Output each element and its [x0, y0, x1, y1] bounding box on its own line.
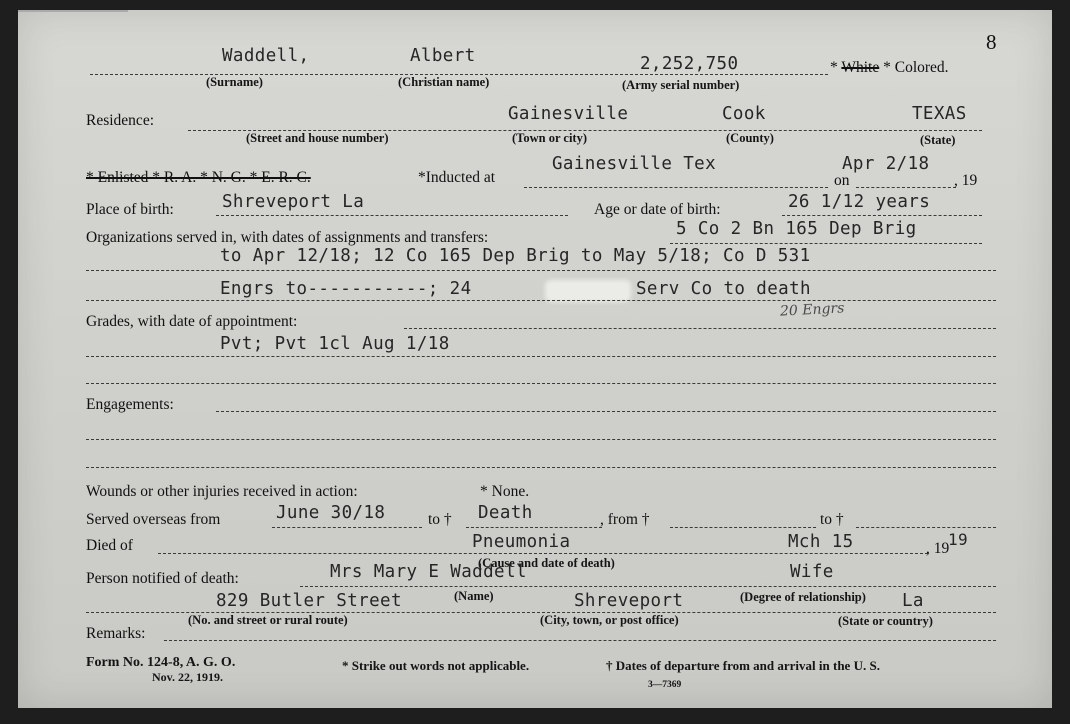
notified-rule — [300, 586, 996, 587]
race-white-struck: White — [841, 59, 880, 76]
grades-rule-1 — [404, 328, 996, 329]
engagements-rule-1 — [216, 411, 996, 412]
surname-value: Waddell, — [222, 46, 310, 66]
serial-number-value: 2,252,750 — [640, 54, 739, 74]
christian-name-caption: (Christian name) — [398, 75, 490, 89]
remarks-rule — [164, 640, 996, 641]
form-date: Nov. 22, 1919. — [152, 670, 224, 684]
death-year-prefix: , 19 — [926, 540, 950, 557]
overseas-from-date: June 30/18 — [276, 503, 386, 523]
notified-street: 829 Butler Street — [216, 591, 402, 611]
induction-date-rule — [856, 187, 956, 188]
notified-state: La — [902, 591, 924, 611]
birthplace-rule — [216, 215, 568, 216]
organizations-line-3a: Engrs to-----------; 24 — [220, 279, 472, 299]
overseas-from2-rule — [670, 527, 816, 528]
notified-name-caption: (Name) — [454, 589, 494, 603]
organizations-line-1: 5 Co 2 Bn 165 Dep Brig — [676, 219, 917, 239]
age-label: Age or date of birth: — [594, 201, 721, 218]
residence-town-caption: (Town or city) — [512, 131, 587, 145]
engagements-rule-3 — [86, 467, 996, 468]
race-white-prefix: * — [830, 59, 842, 76]
death-year-suffix: 19 — [948, 530, 969, 549]
overseas-from-rule — [272, 527, 422, 528]
notified-relationship: Wife — [790, 562, 834, 582]
cause-of-death: Pneumonia — [472, 532, 571, 552]
wounds-value: * None. — [480, 483, 530, 500]
footnote-strike: * Strike out words not applicable. — [342, 658, 530, 673]
organizations-rule-3 — [86, 300, 996, 301]
age-value: 26 1/12 years — [788, 192, 931, 212]
city-caption: (City, town, or post office) — [540, 613, 679, 627]
residence-state: TEXAS — [912, 104, 967, 124]
grades-rule-2 — [86, 356, 996, 357]
card-corner-tab — [18, 10, 128, 20]
overseas-to-label: to † — [428, 511, 452, 528]
date-of-death: Mch 15 — [788, 532, 854, 552]
overseas-to-date: Death — [478, 503, 533, 523]
inducted-label: *Inducted at — [418, 169, 496, 186]
enlistment-struck-options: * Enlisted * R. A. * N. G. * E. R. C. — [86, 169, 311, 186]
notified-label: Person notified of death: — [86, 570, 239, 587]
remarks-label: Remarks: — [86, 625, 146, 642]
birthplace-label: Place of birth: — [86, 201, 174, 218]
residence-state-caption: (State) — [920, 133, 956, 147]
wounds-label: Wounds or other injuries received in action: — [86, 483, 358, 500]
race-colored: * Colored. — [879, 59, 949, 76]
print-code: 3—7369 — [648, 680, 682, 690]
residence-town: Gainesville — [508, 104, 629, 124]
inducted-place: Gainesville Tex — [552, 154, 717, 174]
residence-county-caption: (County) — [726, 131, 774, 145]
state-caption: (State or country) — [838, 614, 933, 628]
engagements-rule-2 — [86, 439, 996, 440]
organizations-rule-1 — [670, 243, 982, 244]
grades-rule-3 — [86, 383, 996, 384]
serial-number-caption: (Army serial number) — [622, 78, 740, 92]
organizations-line-3b: Serv Co to death — [636, 279, 811, 299]
overseas-label: Served overseas from — [86, 511, 221, 528]
died-rule — [158, 553, 928, 554]
erased-smudge — [545, 280, 631, 302]
engagements-label: Engagements: — [86, 396, 174, 413]
grades-label: Grades, with date of appointment: — [86, 313, 298, 330]
notified-name: Mrs Mary E Waddell — [330, 562, 527, 582]
grades-value: Pvt; Pvt 1cl Aug 1/18 — [220, 334, 450, 354]
footnote-dates: † Dates of departure from and arrival in the U. S. — [606, 658, 880, 673]
birthplace-value: Shreveport La — [222, 192, 365, 212]
overseas-from2-label: , from † — [600, 511, 650, 528]
card-number: 8 — [986, 30, 997, 54]
residence-county: Cook — [722, 104, 766, 124]
overseas-to2-rule — [856, 527, 996, 528]
induction-place-rule — [524, 187, 828, 188]
christian-name-value: Albert — [410, 46, 476, 66]
organizations-line-2: to Apr 12/18; 12 Co 165 Dep Brig to May 5/18; Co D 531 — [220, 246, 811, 266]
street-caption: (No. and street or rural route) — [188, 613, 348, 627]
residence-street-caption: (Street and house number) — [246, 131, 389, 145]
surname-caption: (Surname) — [206, 75, 263, 89]
handwritten-unit-note: 20 Engrs — [779, 300, 845, 320]
cause-caption: (Cause and date of death) — [478, 556, 615, 570]
year-label: , 19 — [954, 172, 978, 189]
race-field — [830, 59, 949, 77]
age-rule — [782, 215, 982, 216]
residence-label: Residence: — [86, 112, 155, 129]
notified-city: Shreveport — [574, 591, 684, 611]
organizations-label: Organizations served in, with dates of assignments and transfers: — [86, 229, 489, 246]
form-number: Form No. 124-8, A. G. O. — [86, 655, 236, 670]
induction-date: Apr 2/18 — [842, 154, 930, 174]
overseas-to2-label: to † — [820, 511, 844, 528]
on-label: on — [834, 172, 850, 189]
relationship-caption: (Degree of relationship) — [740, 590, 866, 604]
organizations-rule-2 — [86, 270, 996, 271]
died-of-label: Died of — [86, 537, 133, 554]
overseas-to-rule — [466, 527, 602, 528]
